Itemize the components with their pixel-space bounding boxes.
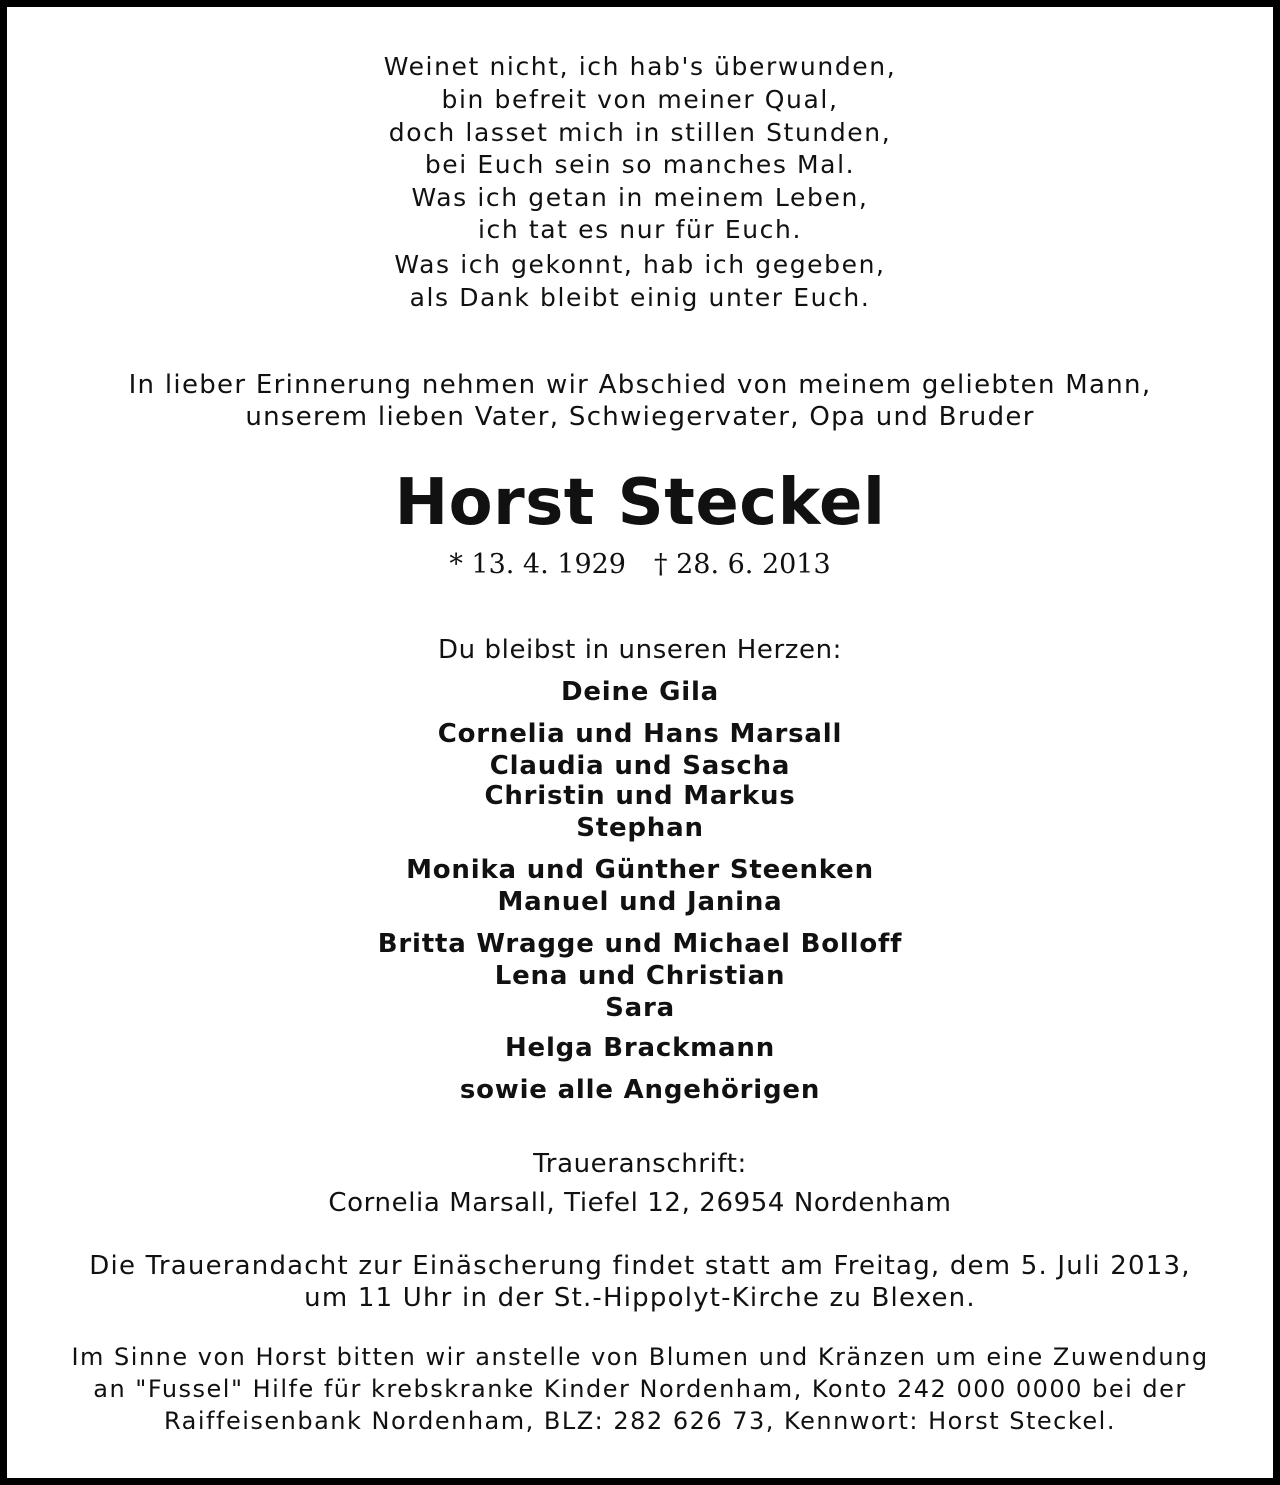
family-member: Christin und Markus: [484, 781, 796, 811]
poem-line: Was ich gekonnt, hab ich gegeben,: [394, 250, 886, 279]
family-member: Helga Brackmann: [504, 1033, 776, 1063]
family-member: Manuel und Janina: [497, 887, 783, 917]
service-line: um 11 Uhr in der St.-Hippolyt-Kirche zu Blexen.: [304, 1283, 976, 1313]
intro-line: unserem lieben Vater, Schwiegervater, Opa und Bruder: [245, 402, 1035, 432]
family-member: Sara: [605, 993, 675, 1023]
poem-line: bin befreit von meiner Qual,: [441, 85, 839, 114]
deceased-name: Horst Steckel: [394, 466, 886, 540]
life-dates: [7, 549, 1273, 580]
poem-line: bei Euch sein so manches Mal.: [424, 150, 856, 179]
donation-line: Raiffeisenbank Nordenham, BLZ: 282 626 73, Kennwort: Horst Steckel.: [164, 1407, 1116, 1435]
family-member: sowie alle Angehörigen: [459, 1075, 821, 1105]
family-member: Stephan: [576, 813, 704, 843]
donation-line: Im Sinne von Horst bitten wir anstelle von Blumen und Kränzen um eine Zuwendung: [71, 1343, 1209, 1371]
address-label: Traueranschrift:: [533, 1149, 747, 1179]
death-date: † 28. 6. 2013: [654, 549, 831, 580]
poem-line: ich tat es nur für Euch.: [477, 215, 803, 244]
birth-date: * 13. 4. 1929: [449, 549, 626, 580]
poem-line: Weinet nicht, ich hab's überwunden,: [383, 52, 897, 81]
family-member: Lena und Christian: [494, 961, 786, 991]
poem-line: Was ich getan in meinem Leben,: [411, 183, 869, 212]
family-member: Britta Wragge und Michael Bolloff: [377, 929, 903, 959]
family-member: Deine Gila: [560, 677, 720, 707]
service-line: Die Trauerandacht zur Einäscherung findet statt am Freitag, dem 5. Juli 2013,: [89, 1251, 1191, 1281]
remembrance-heading: Du bleibst in unseren Herzen:: [437, 635, 843, 665]
family-member: Monika und Günther Steenken: [406, 855, 874, 885]
poem-line: als Dank bleibt einig unter Euch.: [409, 283, 871, 312]
obituary-notice: [7, 7, 1273, 1478]
family-member: Claudia und Sascha: [489, 751, 791, 781]
intro-line: In lieber Erinnerung nehmen wir Abschied von meinem geliebten Mann,: [128, 370, 1152, 400]
poem-line: doch lasset mich in stillen Stunden,: [388, 118, 892, 147]
donation-line: an "Fussel" Hilfe für krebskranke Kinder Nordenham, Konto 242 000 0000 bei der: [93, 1375, 1187, 1403]
address-value: Cornelia Marsall, Tiefel 12, 26954 Nordenham: [328, 1188, 952, 1218]
family-member: Cornelia und Hans Marsall: [437, 719, 843, 749]
